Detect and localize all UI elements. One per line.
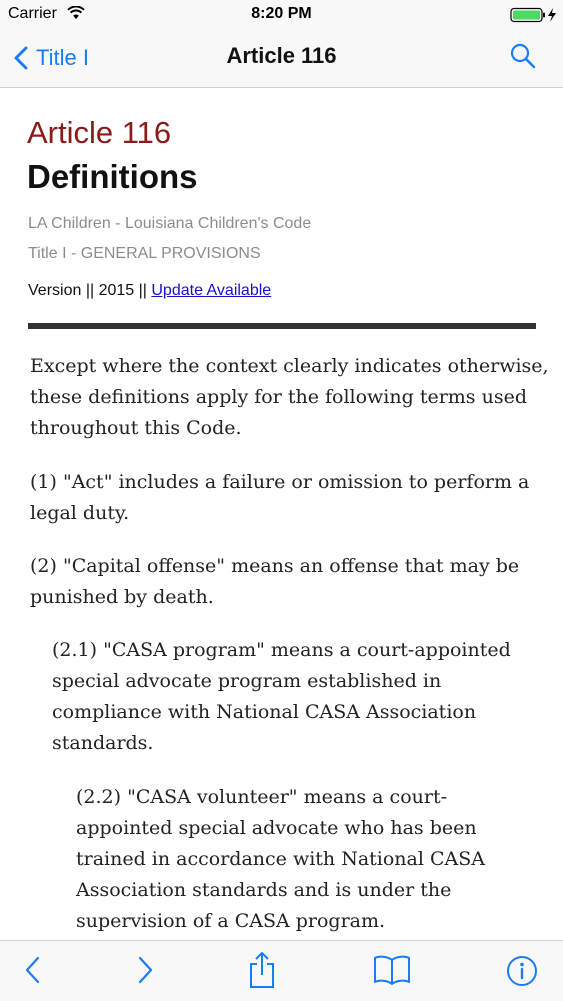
battery-icon	[510, 7, 560, 28]
code-name: LA Children - Louisiana Children's Code	[28, 215, 312, 232]
back-button-label: Title I	[36, 45, 89, 70]
chevron-left-icon	[22, 974, 44, 991]
next-button[interactable]	[134, 953, 156, 992]
bookmarks-button[interactable]	[373, 955, 411, 990]
version-line	[28, 282, 271, 300]
definition-2: (2) "Capital offense" means an offense that may be punished by death.	[30, 555, 520, 608]
search-button[interactable]	[509, 42, 537, 75]
chevron-right-icon	[134, 974, 156, 991]
share-icon	[247, 976, 277, 993]
status-bar	[0, 0, 563, 30]
search-icon	[509, 57, 537, 74]
nav-title: Article 116	[226, 43, 337, 68]
definition-2-1: (2.1) "CASA program" means a court-appointed special advocate program established in compliance with National CASA Association standards.	[52, 639, 511, 754]
info-button[interactable]	[506, 955, 538, 992]
title-name: Title I - GENERAL PROVISIONS	[28, 245, 261, 262]
divider	[28, 323, 536, 329]
definition-1: (1) "Act" includes a failure or omission to perform a legal duty.	[30, 471, 530, 524]
carrier-label: Carrier	[8, 5, 57, 22]
article-content[interactable]	[0, 88, 563, 940]
previous-button[interactable]	[22, 953, 44, 992]
share-button[interactable]	[247, 951, 277, 994]
article-title: Definitions	[27, 158, 198, 195]
paragraph-intro: Except where the context clearly indicates otherwise, these definitions apply for the following terms used throughout this Code.	[30, 355, 549, 439]
version-text: Version || 2015 ||	[28, 282, 152, 299]
definition-2-2: (2.2) "CASA volunteer" means a court-appointed special advocate who has been trained in accordance with National CASA Association standards and is under the supervision of a CASA program.	[76, 786, 485, 932]
update-available-link[interactable]: Update Available	[151, 282, 272, 299]
status-time: 8:20 PM	[251, 5, 312, 22]
article-number: Article 116	[27, 115, 172, 150]
navigation-bar	[0, 30, 563, 88]
bottom-toolbar	[0, 940, 563, 1001]
book-icon	[373, 972, 411, 989]
info-icon	[506, 974, 538, 991]
